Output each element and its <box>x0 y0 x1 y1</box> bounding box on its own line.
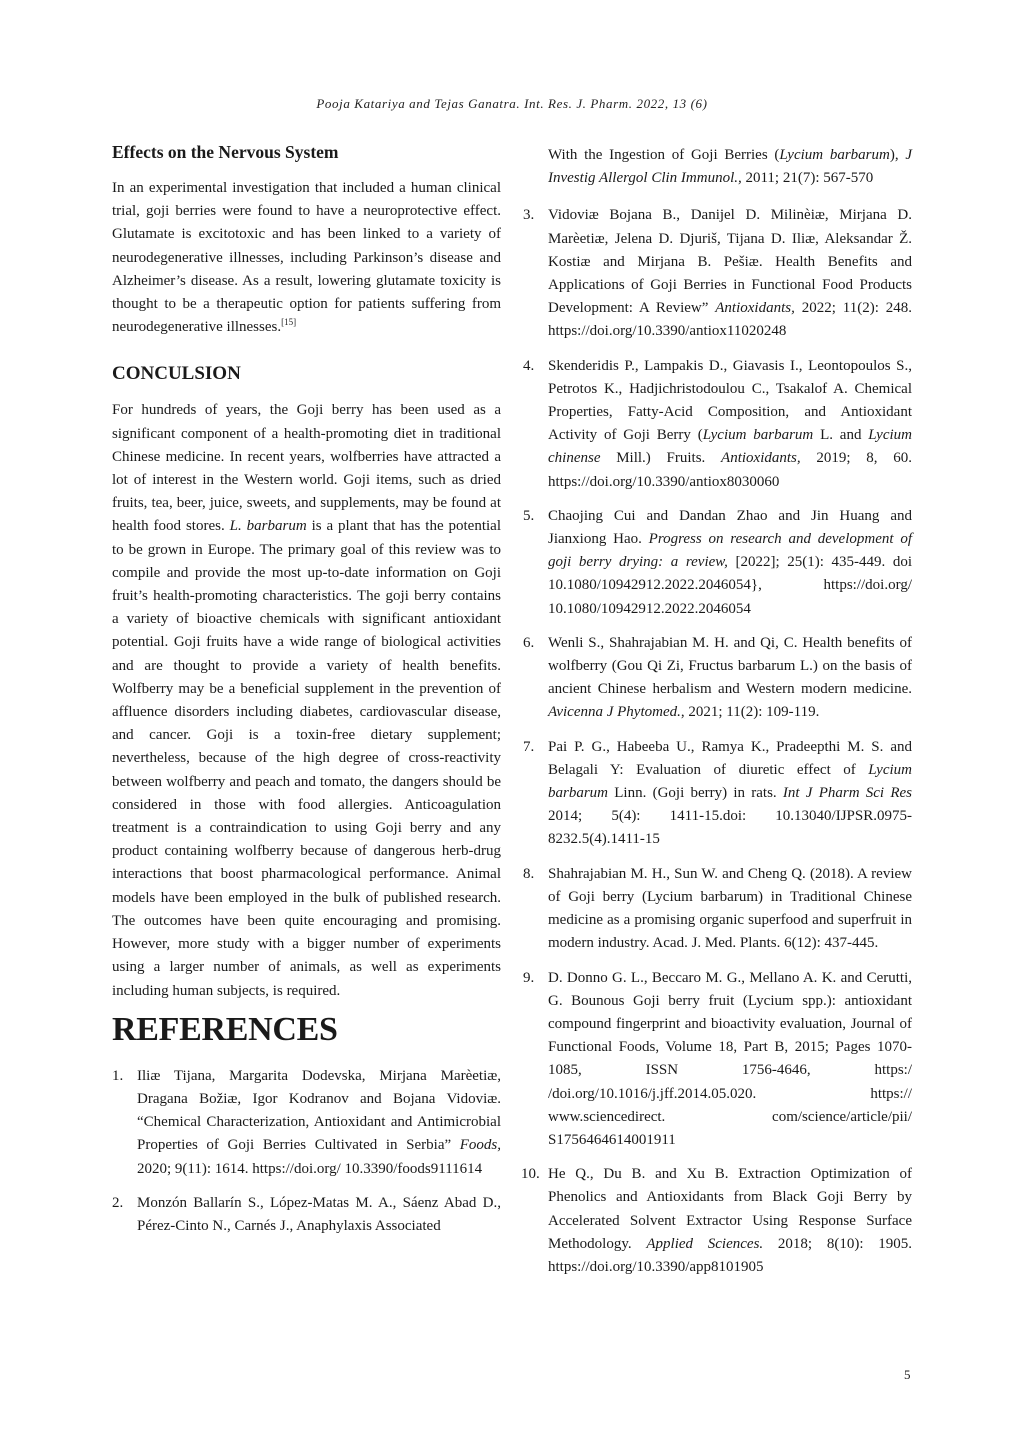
page-number: 5 <box>904 1367 911 1382</box>
reference-text[interactable]: 2018; 8(10): 1905. https://doi.org/10.3390/app8101905 <box>548 1235 912 1275</box>
reference-number: 10. <box>521 1166 540 1183</box>
citation-15[interactable]: [15] <box>281 317 297 328</box>
reference-text: Mill.) Fruits. <box>600 450 722 467</box>
conclusion-body-2: is a plant that has the potential to be grown in Europe. The primary goal of this review was to compile and provide the most up-to-date information on Goji fruit’s health-promoting characteristics. The goji berry contains a variety of bioactive chemicals with significant antioxidant potential. Goji fruits have a wide range of biological activities and are thought to provide a variety of health benefits. Wolfberry may be a beneficial supplement in the prevention of affluence disorders including diabetes, cardiovascular disease, and cancer. Goji is a toxin-free dietary supplement; nevertheless, because of the high degree of cross-reactivity between wolfberry and peach and tomato, the dangers should be considered in those with food allergies. Anticoagulation treatment is a contraindication to using Goji berry and any product containing wolfberry because of dangerous herb-drug interactions that boost pharmacological performance. Animal models have been employed in the bulk of published research. The outcomes have been quite encouraging and promising. However, more study with a bigger number of experiments using a larger number of animals, as well as experiments including human subjects, is required. <box>112 518 501 999</box>
conclusion-body-1: For hundreds of years, the Goji berry has been used as a significant component of a health-promoting diet in traditional Chinese medicine. In recent years, wolfberries have attracted a lot of interest in the Western world. Goji items, such as dried fruits, tea, beer, juice, sweets, and supplements, may be found at health food stores. <box>112 402 501 535</box>
reference-text: Pai P. G., Habeeba U., Ramya K., Pradeepthi M. S. and Belagali Y: Evaluation of diuretic effect of <box>548 738 912 778</box>
reference-number: 8. <box>523 865 535 882</box>
reference-number: 4. <box>523 357 535 374</box>
reference-text: Wenli S., Shahrajabian M. H. and Qi, C. Health benefits of wolfberry (Gou Qi Zi, Fructus barbarum L.) on the basis of ancient Chinese herbalism and Western modern medicine. <box>548 634 912 698</box>
reference-text[interactable]: [2022]; 25(1): 435-449. doi 10.1080/10942912.2022.2046054}, https://doi.org/ 10.1080/10942912.2022.2046054 <box>548 554 912 617</box>
reference-item-8 <box>523 863 912 956</box>
reference-number: 1. <box>112 1067 124 1084</box>
reference-journal: Antioxidants, <box>721 450 801 467</box>
reference-item-4 <box>523 355 912 494</box>
reference-text: 2014; 5(4): 1411-15.doi: 10.13040/IJPSR.0975-8232.5(4).1411-15 <box>548 808 912 848</box>
section-title-conclusion: CONCULSION <box>112 363 241 385</box>
reference-text[interactable]: D. Donno G. L., Beccaro M. G., Mellano A. K. and Cerutti, G. Bounous Goji berry fruit (Lycium spp.): antioxidant compound fingerprint and bioactivity evaluation, Journal of Functional Foods, Volume 18, Part B, 2015; Pages 1070-1085, ISSN 1756-4646, https:/ /doi.org/10.1016/j.jff.2014.05.020. https:// www.sciencedirect. com/science/article/pii/ S1756464614001911 <box>548 969 912 1148</box>
reference-text: ), <box>889 147 906 163</box>
reference-number: 7. <box>523 738 535 755</box>
running-header: Pooja Katariya and Tejas Ganatra. Int. Res. J. Pharm. 2022, 13 (6) <box>316 96 708 111</box>
reference-journal: Foods, <box>459 1137 501 1154</box>
reference-number: 3. <box>523 207 535 224</box>
reference-species: Lycium barbarum <box>779 147 890 163</box>
reference-text[interactable]: 2019; 8, 60. https://doi.org/10.3390/antiox8030060 <box>548 450 912 490</box>
nervous-paragraph <box>112 177 501 339</box>
reference-journal: Int J Pharm Sci Res <box>782 785 912 802</box>
reference-text: Shahrajabian M. H., Sun W. and Cheng Q. (2018). A review of Goji berry (Lycium barbarum) in Traditional Chinese medicine as a promising organic superfood and superfruit in modern industry. Acad. J. Med. Plants. 6(12): 437-445. <box>548 865 912 952</box>
reference-item-2-continued <box>523 144 912 190</box>
reference-item-5 <box>523 505 912 621</box>
reference-text: Monzón Ballarín S., López-Matas M. A., Sáenz Abad D., Pérez-Cinto N., Carnés J., Anaphylaxis Associated <box>137 1194 501 1234</box>
reference-text: Iliæ Tijana, Margarita Dodevska, Mirjana Marèetiæ, Dragana Božiæ, Igor Kodranov and Bojana Vidoviæ. “Chemical Characterization, Antioxidant and Antimicrobial Properties of Goji Berries Cultivated in Serbia” <box>137 1067 501 1154</box>
section-title-nervous: Effects on the Nervous System <box>112 142 339 162</box>
reference-number: 5. <box>523 507 535 524</box>
reference-item-1 <box>112 1065 501 1181</box>
reference-text: He Q., Du B. and Xu B. Extraction Optimization of Phenolics and Antioxidants from Black Goji Berry by Accelerated Solvent Extractor Using Response Surface Methodology. <box>548 1166 912 1252</box>
reference-text[interactable]: 2020; 9(11): 1614. https://doi.org/ 10.3390/foods9111614 <box>137 1160 483 1177</box>
reference-text: Chaojing Cui and Dandan Zhao and Jin Huang and Jianxiong Hao. <box>548 507 912 548</box>
reference-number: 9. <box>523 969 535 986</box>
conclusion-italic-species: L. barbarum <box>229 518 307 535</box>
reference-journal: Antioxidants, <box>715 300 795 317</box>
reference-item-3 <box>523 204 912 343</box>
reference-journal: J Investig Allergol Clin Immunol., <box>548 147 913 187</box>
reference-text: Skenderidis P., Lampakis D., Giavasis I., Leontopoulos S., Petrotos K., Hadjichristodoulou C., Tsakalof A. Chemical Properties, Fatty-Acid Composition, and Antioxidant Activity of Goji Berry ( <box>548 357 912 444</box>
reference-number: 2. <box>112 1194 124 1211</box>
reference-item-9 <box>523 967 912 1153</box>
conclusion-paragraph <box>112 399 501 1002</box>
reference-item-2 <box>112 1192 501 1238</box>
reference-text: Vidoviæ Bojana B., Danijel D. Milinèiæ, Mirjana D. Marèetiæ, Jelena D. Djuriš, Tijana D. Iliæ, Aleksandar Ž. Kostiæ and Mirjana B. Pešiæ. Health Benefits and Applications of Goji Berries in Functional Food Products Development: A Review” <box>548 207 912 317</box>
reference-text: , 2021; 11(2): 109-119. <box>680 704 820 721</box>
reference-species: Lycium barbarum <box>702 427 814 444</box>
reference-title: Progress on research and development of goji berry drying: a review, <box>548 531 912 571</box>
nervous-body: In an experimental investigation that included a human clinical trial, goji berries were found to have a neuroprotective effect. Glutamate is excitotoxic and has been linked to a variety of neurodegenerative illnesses, including Parkinson’s disease and Alzheimer’s disease. As a result, lowering glutamate toxicity is thought to be a therapeutic option for patients suffering from neurodegenerative illnesses. <box>112 180 501 336</box>
right-column <box>523 144 912 1290</box>
reference-species: Lycium chinense <box>548 427 912 467</box>
reference-journal: Avicenna J Phytomed. <box>548 704 681 721</box>
reference-journal: Applied Sciences. <box>646 1235 764 1252</box>
reference-number: 6. <box>523 634 535 651</box>
reference-text: 2011; 21(7): 567-570 <box>741 170 874 187</box>
left-column <box>112 142 501 1249</box>
reference-text: L. and <box>813 427 869 444</box>
reference-species: Lycium barbarum <box>548 761 912 802</box>
reference-item-10 <box>523 1163 912 1279</box>
reference-text: With the Ingestion of Goji Berries ( <box>548 147 780 163</box>
reference-item-6 <box>523 632 912 725</box>
reference-text: Linn. (Goji berry) in rats. <box>608 785 783 802</box>
reference-item-7 <box>523 736 912 852</box>
references-title: REFERENCES <box>112 1010 338 1048</box>
reference-text[interactable]: 2022; 11(2): 248. https://doi.org/10.3390/antiox11020248 <box>548 300 912 340</box>
